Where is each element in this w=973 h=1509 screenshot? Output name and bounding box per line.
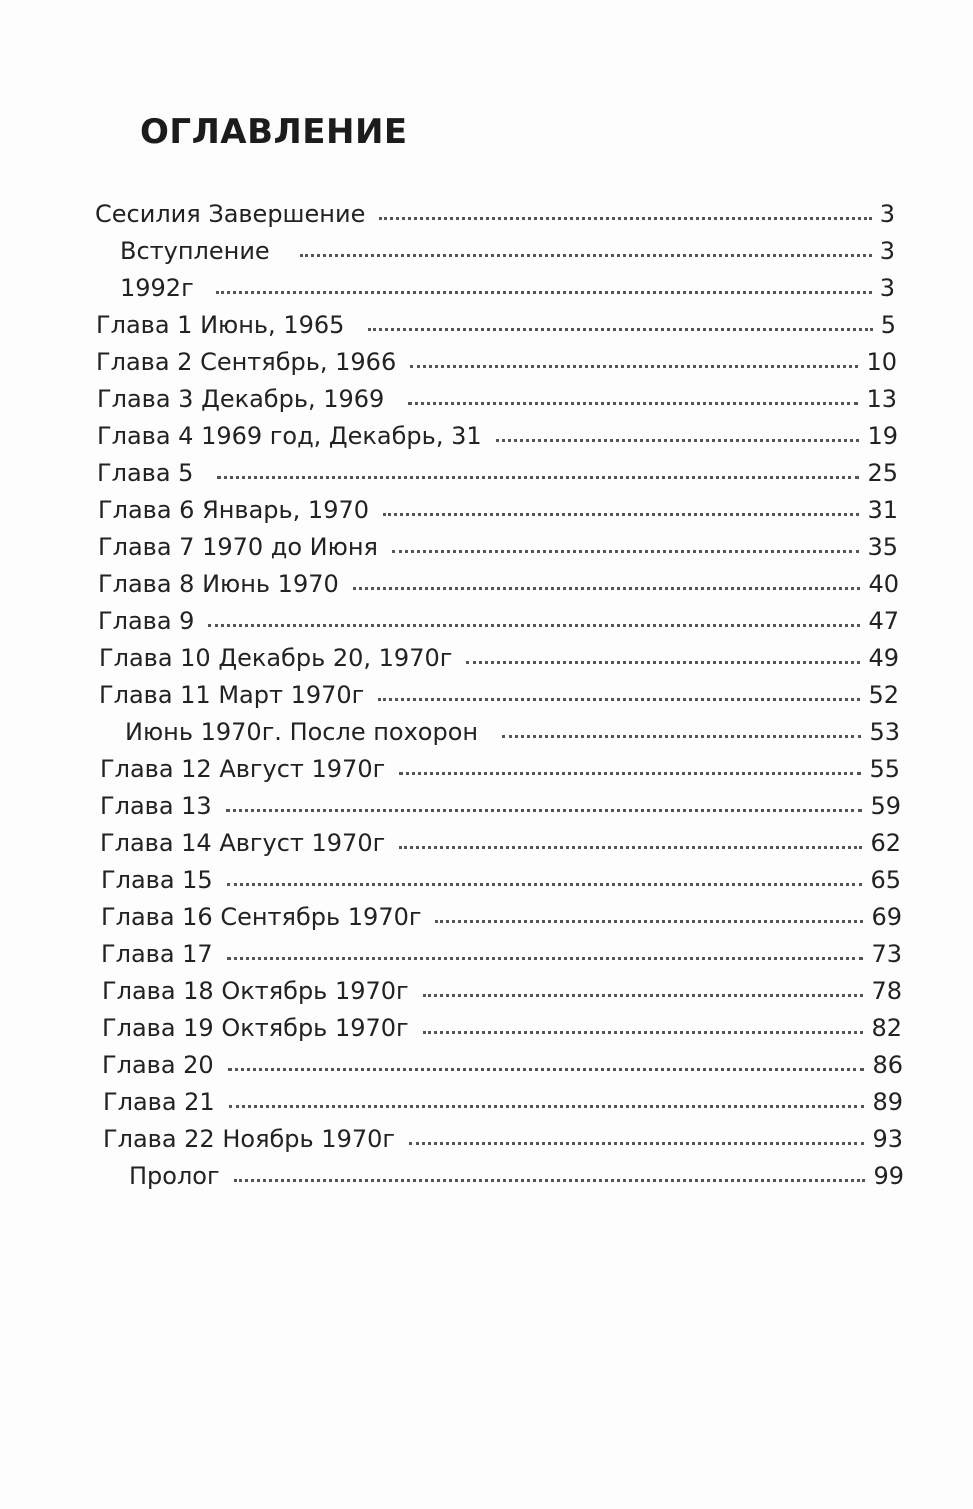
toc-entry-page: 49	[868, 644, 899, 672]
toc-entry[interactable]	[100, 788, 901, 824]
dot-leader	[234, 1179, 866, 1182]
dot-leader	[399, 846, 862, 849]
toc-entry-label: Глава 10 Декабрь 20, 1970г	[99, 644, 453, 672]
toc-entry-label: 1992г	[120, 274, 194, 302]
toc-entry-label: Глава 18 Октябрь 1970г	[102, 977, 409, 1005]
toc-entry-page: 55	[869, 755, 900, 783]
toc-entry[interactable]	[120, 233, 895, 269]
toc-entry[interactable]	[102, 1010, 902, 1046]
dot-leader	[392, 550, 859, 553]
toc-entry-page: 5	[880, 311, 896, 339]
toc-entry[interactable]	[100, 751, 900, 787]
toc-entry-page: 10	[866, 348, 897, 376]
toc-entry[interactable]	[101, 862, 901, 898]
dot-leader	[409, 1142, 864, 1145]
toc-entry-label: Глава 15	[101, 866, 213, 894]
toc-entry[interactable]	[98, 492, 898, 528]
toc-entry[interactable]	[120, 270, 895, 306]
dot-leader	[410, 365, 858, 368]
toc-entry-label: Глава 5	[97, 459, 194, 487]
toc-entry[interactable]	[129, 1158, 904, 1194]
toc-entry-label: Глава 8 Июнь 1970	[98, 570, 339, 598]
toc-entry-page: 86	[872, 1051, 903, 1079]
toc-entry-label: Глава 6 Январь, 1970	[98, 496, 369, 524]
dot-leader	[216, 291, 872, 294]
dot-leader	[423, 1031, 864, 1034]
toc-entry-label: Глава 7 1970 до Июня	[98, 533, 378, 561]
toc-entry-label: Глава 22 Ноябрь 1970г	[103, 1125, 395, 1153]
dot-leader	[368, 328, 872, 331]
dot-leader	[229, 1105, 865, 1108]
page-title: ОГЛАВЛЕНИЕ	[140, 112, 408, 152]
toc-entry-page: 52	[868, 681, 899, 709]
toc-entry[interactable]	[103, 1121, 903, 1157]
toc-entry-label: Глава 20	[102, 1051, 214, 1079]
dot-leader	[408, 402, 858, 405]
toc-entry-label: Глава 4 1969 год, Декабрь, 31	[97, 422, 482, 450]
toc-entry-label: Глава 19 Октябрь 1970г	[102, 1014, 409, 1042]
toc-entry-page: 62	[870, 829, 901, 857]
toc-entry-label: Глава 16 Сентябрь 1970г	[101, 903, 422, 931]
toc-entry-page: 69	[871, 903, 902, 931]
toc-entry-label: Сесилия Завершение	[95, 200, 366, 228]
dot-leader	[300, 254, 872, 257]
toc-entry[interactable]	[99, 677, 899, 713]
dot-leader	[378, 698, 860, 701]
toc-entry-label: Глава 13	[100, 792, 212, 820]
toc-entry-page: 13	[866, 385, 897, 413]
dot-leader	[383, 513, 859, 516]
toc-entry-page: 99	[873, 1162, 904, 1190]
toc-entry-page: 40	[868, 570, 899, 598]
toc-entry-label: Июнь 1970г. После похорон	[125, 718, 479, 746]
toc-entry-label: Глава 2 Сентябрь, 1966	[96, 348, 397, 376]
toc-entry-page: 73	[871, 940, 902, 968]
toc-entry-page: 53	[869, 718, 900, 746]
toc-entry-label: Глава 17	[101, 940, 213, 968]
toc-entry-label: Глава 14 Август 1970г	[100, 829, 386, 857]
toc-entry-page: 65	[870, 866, 901, 894]
toc-entry-page: 3	[879, 200, 895, 228]
dot-leader	[423, 994, 864, 997]
dot-leader	[379, 217, 871, 220]
toc-entry-page: 89	[872, 1088, 903, 1116]
dot-leader	[228, 1068, 865, 1071]
toc-entry-page: 78	[871, 977, 902, 1005]
toc-entry[interactable]	[102, 973, 902, 1009]
dot-leader	[353, 587, 861, 590]
toc-entry-page: 19	[867, 422, 898, 450]
toc-entry[interactable]	[96, 344, 897, 380]
toc-entry-label: Пролог	[129, 1162, 220, 1190]
toc-entry[interactable]	[97, 455, 898, 491]
toc-entry[interactable]	[95, 196, 895, 232]
toc-entry[interactable]	[96, 307, 896, 343]
dot-leader	[217, 476, 859, 479]
toc-entry[interactable]	[98, 603, 899, 639]
toc-entry-page: 59	[870, 792, 901, 820]
toc-entry[interactable]	[101, 899, 902, 935]
toc-entry[interactable]	[97, 381, 897, 417]
toc-entry[interactable]	[98, 529, 898, 565]
dot-leader	[226, 809, 863, 812]
dot-leader	[466, 661, 860, 664]
toc-entry[interactable]	[103, 1084, 903, 1120]
dot-leader	[435, 920, 863, 923]
toc-entry-label: Глава 21	[103, 1088, 215, 1116]
toc-entry-page: 82	[871, 1014, 902, 1042]
toc-entry-label: Глава 11 Март 1970г	[99, 681, 365, 709]
toc-entry[interactable]	[98, 566, 899, 602]
toc-entry-page: 31	[867, 496, 898, 524]
toc-entry-label: Глава 3 Декабрь, 1969	[97, 385, 385, 413]
toc-entry-page: 93	[872, 1125, 903, 1153]
dot-leader	[227, 957, 864, 960]
toc-entry-page: 25	[867, 459, 898, 487]
toc-entry[interactable]	[125, 714, 900, 750]
dot-leader	[496, 439, 860, 442]
toc-entry[interactable]	[97, 418, 898, 454]
toc-entry[interactable]	[99, 640, 899, 676]
toc-entry-label: Глава 1 Июнь, 1965	[96, 311, 345, 339]
toc-entry-label: Вступление	[120, 237, 270, 265]
toc-entry[interactable]	[100, 825, 901, 861]
toc-entry-page: 47	[868, 607, 899, 635]
toc-entry[interactable]	[102, 1047, 903, 1083]
dot-leader	[502, 735, 861, 738]
toc-entry-page: 3	[879, 237, 895, 265]
toc-entry-page: 3	[879, 274, 895, 302]
toc-entry-label: Глава 12 Август 1970г	[100, 755, 386, 783]
toc-entry-label: Глава 9	[98, 607, 195, 635]
toc-entry-page: 35	[867, 533, 898, 561]
dot-leader	[208, 624, 860, 627]
dot-leader	[227, 883, 863, 886]
dot-leader	[399, 772, 861, 775]
toc-entry[interactable]	[101, 936, 902, 972]
